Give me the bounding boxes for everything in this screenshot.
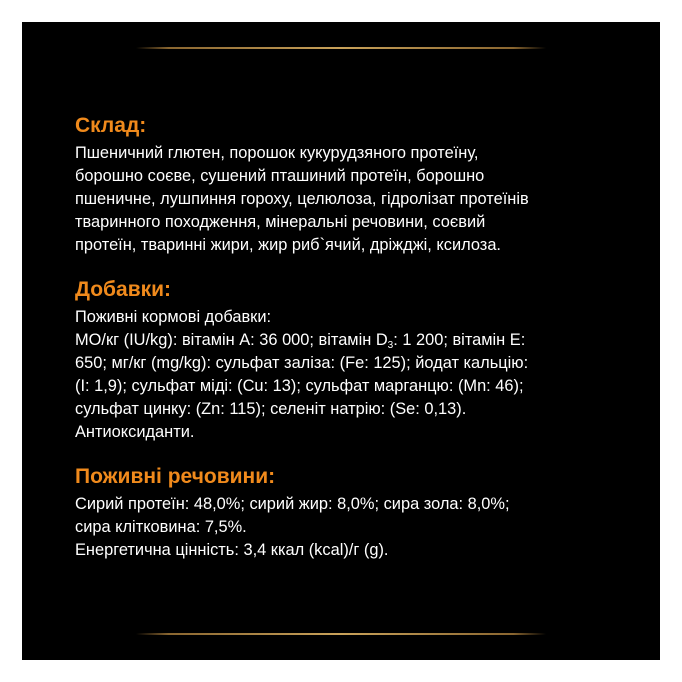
nutrients-line: Енергетична цінність: 3,4 ккал (kcal)/г (g). bbox=[75, 541, 389, 559]
composition-line: Пшеничний глютен, порошок кукурудзяного протеїну, bbox=[75, 144, 479, 162]
additives-line: Антиоксиданти. bbox=[75, 423, 195, 441]
composition-line: борошно соєве, сушений пташиний протеїн, борошно bbox=[75, 167, 485, 185]
nutrients-heading: Поживні речовини: bbox=[75, 465, 276, 488]
top-gold-divider bbox=[136, 47, 546, 49]
additives-line: сульфат цинку: (Zn: 115); селеніт натрію: (Se: 0,13). bbox=[75, 400, 467, 418]
additives-line: 650; мг/кг (mg/kg): сульфат заліза: (Fe: 125); йодат кальцію: bbox=[75, 354, 529, 372]
additives-line: (I: 1,9); сульфат міді: (Cu: 13); сульфат марганцю: (Mn: 46); bbox=[75, 377, 524, 395]
additives-section bbox=[75, 278, 650, 444]
composition-line: пшеничне, лушпиння гороху, целюлоза, гідролізат протеїнів bbox=[75, 190, 529, 208]
additives-line-part: : 1 200; вітамін Е: bbox=[393, 331, 526, 349]
bottom-gold-divider bbox=[136, 633, 546, 635]
additives-line-part: МО/кг (IU/kg): вітамін А: 36 000; вітамін D bbox=[75, 331, 388, 349]
composition-line: протеїн, тваринні жири, жир риб`ячий, дріжджі, ксилоза. bbox=[75, 236, 501, 254]
additives-line: Поживні кормові добавки: bbox=[75, 308, 272, 326]
composition-heading: Склад: bbox=[75, 114, 147, 137]
vitamin-d-subscript: 3 bbox=[387, 340, 394, 351]
additives-heading: Добавки: bbox=[75, 278, 172, 301]
nutrients-line: сира клітковина: 7,5%. bbox=[75, 518, 247, 536]
label-content bbox=[75, 114, 650, 583]
nutrients-section bbox=[75, 465, 650, 562]
nutrients-line: Сирий протеїн: 48,0%; сирий жир: 8,0%; сира зола: 8,0%; bbox=[75, 495, 510, 513]
label-panel bbox=[22, 22, 660, 660]
additives-line bbox=[75, 329, 650, 352]
composition-line: тваринного походження, мінеральні речовини, соєвий bbox=[75, 213, 486, 231]
composition-section bbox=[75, 114, 650, 257]
